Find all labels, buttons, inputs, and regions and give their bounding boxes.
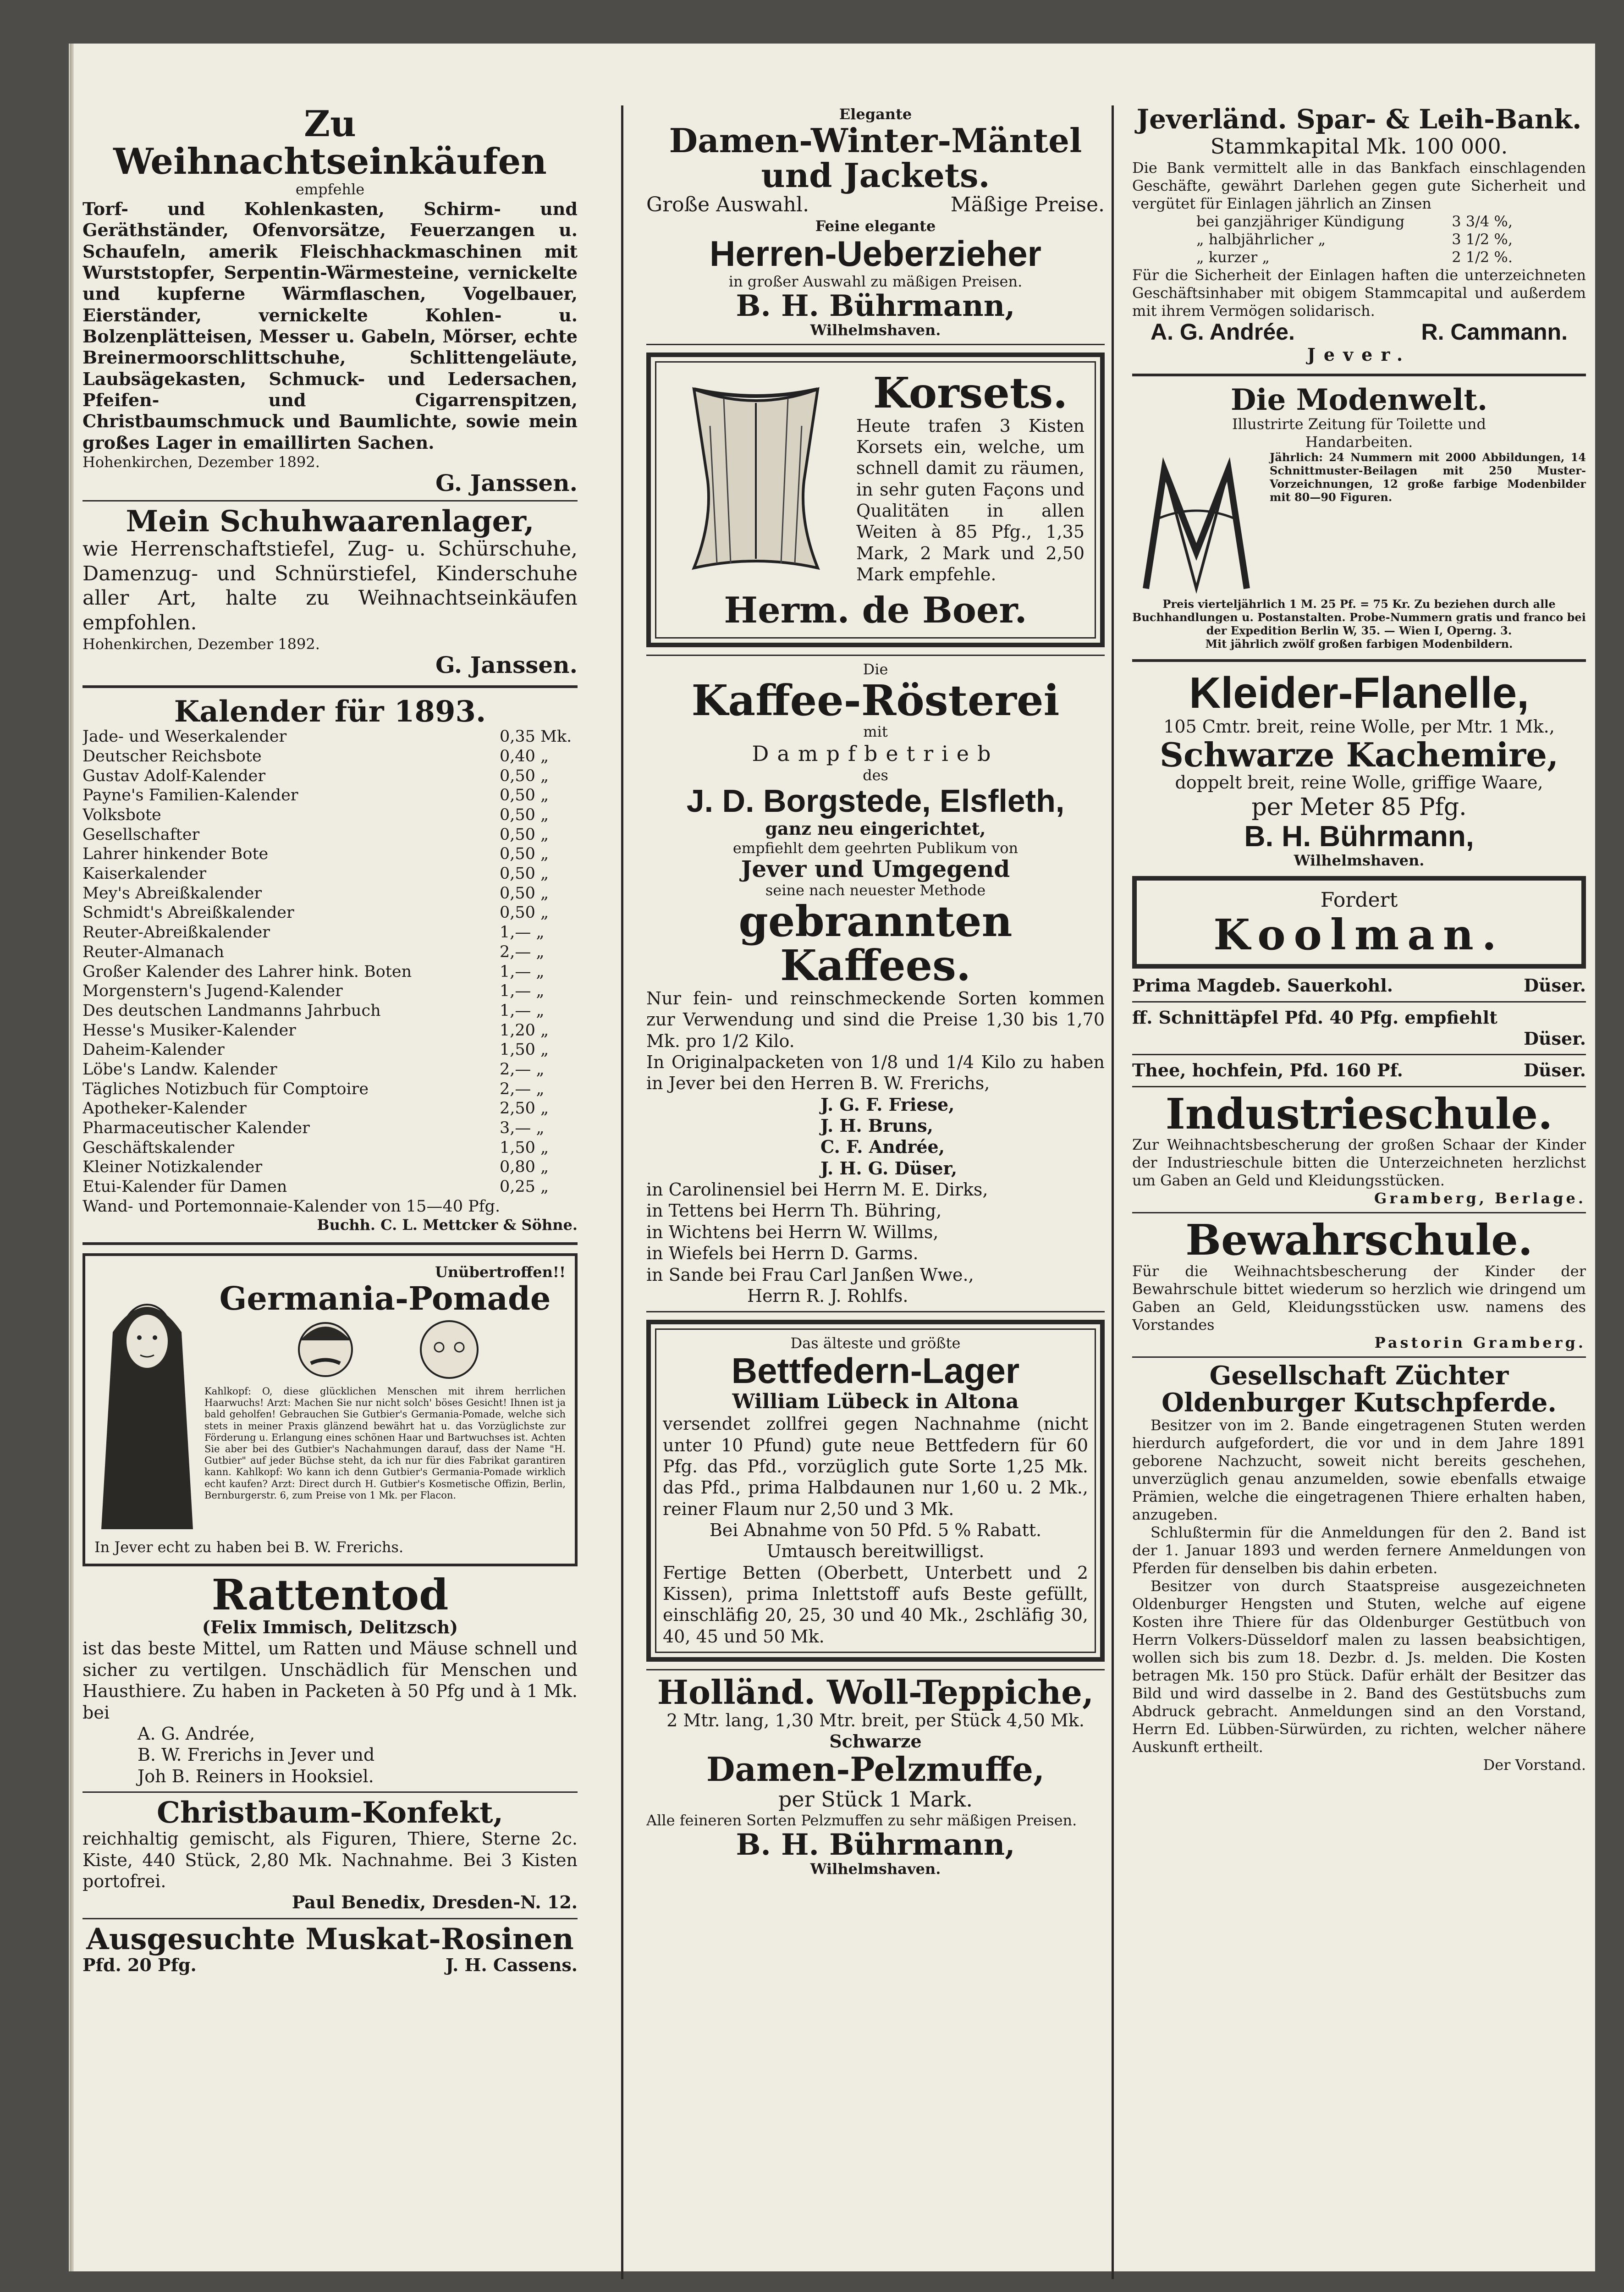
seller-rohlfs: Herrn R. J. Rohlfs. (747, 1285, 908, 1306)
ad-title: Kaffee-Rösterei (691, 676, 1060, 726)
jever-seller-1: J. G. F. Friese, (820, 1094, 955, 1115)
ad-pre: Das älteste und größte (790, 1334, 961, 1352)
modenwelt-logo (1132, 451, 1261, 598)
rate-row-2 (1132, 231, 1586, 248)
calendar-name: Morgenstern's Jugend-Kalender (83, 982, 343, 1001)
ad-title: Rattentod (211, 1570, 449, 1620)
kaffee-des: des (863, 766, 888, 784)
ad-rosinen (83, 1924, 578, 1976)
calendar-name: Schmidt's Abreißkalender (83, 904, 294, 922)
ad-body-2: Für die Sicherheit der Einlagen haften die unterzeichneten Geschäftsinhaber mit obigem Stammcapital und außerdem mit ihrem Vermögen solidarisch. (1132, 266, 1586, 320)
calendar-name: Reuter-Almanach (83, 942, 225, 961)
calendar-price: 1,— „ (500, 962, 545, 981)
ad-title: Damen-Winter-Mäntel und Jackets. (669, 121, 1082, 195)
ad-title: Bewahrschule. (1185, 1215, 1533, 1265)
rosinen-price: Pfd. 20 Pfg. (83, 1954, 197, 1975)
ad-christbaum-konfekt (83, 1797, 578, 1913)
ad-body: Für die Weihnachtsbescherung der Kinder der Bewahrschule bittet wiederum so herzlich wie dringend um Gaben an Geld, Kleidungsstücken usw. namens des Vorstandes (1132, 1262, 1586, 1334)
ad-title: Korsets. (873, 368, 1068, 418)
calendar-name: Großer Kalender des Lahrer hink. Boten (83, 962, 412, 981)
rosinen-row (83, 1955, 578, 1976)
betten-umtausch: Umtausch bereitwilligst. (766, 1541, 985, 1562)
calendar-price: 0,50 „ (500, 865, 549, 883)
calendar-name: Geschäftskalender (83, 1138, 234, 1157)
ad-body: ist das beste Mittel, um Ratten und Mäuse schnell und sicher zu vertilgen. Unschädlich für Menschen und Hausthiere. Zu haben in Packeten à 50 Pfg und à 1 Mk. bei (83, 1638, 578, 1723)
ad-title: Industrieschule. (1165, 1089, 1553, 1139)
calendar-name: Daheim-Kalender (83, 1041, 225, 1059)
ad-body: reichhaltig gemischt, als Figuren, Thiere, Sterne 2c. Kiste, 440 Stück, 2,80 Mk. Nachnahme. Bei 3 Kisten portofrei. (83, 1829, 578, 1891)
calendar-row (83, 942, 578, 962)
calendar-row (83, 825, 578, 845)
modenwelt-side: Jährlich: 24 Nummern mit 2000 Abbildungen, 14 Schnittmuster-Beilagen mit 250 Muster-Vorzeichnungen, 12 große farbige Modenbilder mit 80—90 Figuren. (1270, 451, 1586, 504)
ad-rattentod (83, 1570, 578, 1787)
column-2 (646, 105, 1105, 2279)
ad-title: Die Modenwelt. (1230, 383, 1488, 418)
ad-kalender (83, 696, 578, 1234)
ad-signature: Pastorin Gramberg. (1374, 1334, 1586, 1352)
kaffee-new: ganz neu eingerichtet, (765, 818, 986, 839)
calendar-row (83, 1118, 578, 1138)
ad-modenwelt (1132, 385, 1586, 650)
divider (1132, 659, 1586, 662)
calendar-price: 0,25 „ (500, 1178, 549, 1196)
ad-place: Hohenkirchen, Dezember 1892. (83, 635, 320, 653)
divider (83, 1918, 578, 1919)
calendar-row (83, 1040, 578, 1060)
calendar-row (83, 747, 578, 766)
ad-kaffee-roesterei (646, 661, 1105, 1306)
koolman-pre: Fordert (1320, 888, 1398, 912)
jever-seller-3: C. F. Andrée, (820, 1136, 945, 1157)
ad-pre-2: Feine elegante (815, 217, 936, 235)
modenwelt-footer: Mit jährlich zwölf großen farbigen Modenbildern. (1205, 637, 1513, 650)
calendar-price: 0,50 „ (500, 786, 549, 805)
ad-body: in großer Auswahl zu mäßigen Preisen. (728, 272, 1023, 290)
ad-bewahrschule (1132, 1215, 1586, 1352)
kaffee-region: Jever und Umgegend (741, 855, 1010, 883)
calendar-price: 2,— „ (500, 1080, 545, 1098)
ad-germania-pomade (83, 1253, 578, 1566)
korsets-content (856, 368, 1085, 585)
calendar-name: Pharmaceutischer Kalender (83, 1119, 310, 1137)
divider (646, 1669, 1105, 1670)
ad-signature: B. H. Bührmann, (736, 1828, 1015, 1862)
calendar-price: 1,50 „ (500, 1041, 549, 1059)
divider (646, 1311, 1105, 1312)
calendar-price: 0,50 „ (500, 825, 549, 844)
calendar-price: 0,50 „ (500, 806, 549, 824)
calendar-row (83, 1157, 578, 1177)
long-hair-woman-illustration (94, 1282, 200, 1538)
ad-title-2: Herren-Ueberzieher (710, 233, 1041, 274)
mantel-right: Mäßige Preise. (950, 193, 1105, 217)
ad-title: Mein Schuhwaarenlager, (126, 504, 534, 539)
calendar-price: 1,20 „ (500, 1021, 549, 1040)
ad-spar-leih-bank (1132, 105, 1586, 365)
seller-sande: in Sande bei Frau Carl Janßen Wwe., (646, 1264, 974, 1285)
seller-tettens: in Tettens bei Herrn Th. Bühring, (646, 1201, 942, 1221)
calendar-row (83, 786, 578, 805)
ad-title-2: Damen-Pelzmuffe, (706, 1750, 1045, 1789)
ratten-maker: (Felix Immisch, Delitzsch) (202, 1617, 458, 1638)
modenwelt-row (1132, 451, 1586, 598)
calendar-row (83, 844, 578, 864)
ad-schuhwaarenlager (83, 506, 578, 677)
calendar-name: Deutscher Reichsbote (83, 747, 262, 766)
calendar-row (83, 727, 578, 747)
duser-text: Prima Magdeb. Sauerkohl. (1132, 975, 1393, 996)
zuchter-p2: Schlußtermin für die Anmeldungen für den 2. Band ist der 1. Januar 1893 und werden fernere Anmeldungen von Pferden für denselben bis dahin erbeten. (1132, 1523, 1586, 1577)
calendar-price: 2,— „ (500, 1060, 545, 1079)
ad-body: versendet zollfrei gegen Nachnahme (nicht unter 10 Pfund) gute neue Bettfedern für 60 Pfg. das Pfd., vorzüglich gute Sorte 1,25 Mk. das Pfd., prima Halbdaunen nur 1,60 u. 2 Mk., reiner Flaum nur 2,50 und 3 Mk. (663, 1414, 1088, 1519)
rate-value: 3 3/4 %, (1452, 213, 1513, 231)
ad-body: Zur Weihnachtsbescherung der großen Schaar der Kinder der Industrieschule bitten die Unterzeichneten herzlichst um Gaben an Geld und Kleidungsstücken. (1132, 1136, 1586, 1190)
flanelle-price: per Meter 85 Pfg. (1251, 793, 1467, 821)
calendar-name: Tägliches Notizbuch für Comptoire (83, 1080, 369, 1098)
calendar-name: Des deutschen Landmanns Jahrbuch (83, 1001, 381, 1020)
rate-value: 2 1/2 %. (1452, 248, 1513, 266)
pomade-content (204, 1279, 566, 1538)
rate-label: „ halbjährlicher „ (1196, 231, 1326, 248)
ad-industrieschule (1132, 1089, 1586, 1208)
mantel-left: Große Auswahl. (646, 193, 809, 217)
zuchter-p1: Besitzer von im 2. Bande eingetragenen Stuten werden hierdurch aufgefordert, die vor und in dem Jahre 1891 geborene Nachzucht, soweit nicht bereits geschehen, unverzüglich genau anzumelden, sowie ebenfalls etwaige Prämien, welche die eingetragenen Thiere erhalten haben, anzugeben. (1132, 1416, 1586, 1523)
ad-signature: G. Janssen. (435, 651, 578, 678)
duser-signature: Düser. (1524, 1060, 1586, 1081)
ad-place: Jever. (1307, 344, 1411, 365)
pomade-brand: Germania-Pomade (219, 1279, 551, 1317)
kaffee-mit: mit (863, 723, 888, 741)
duser-text: Thee, hochfein, Pfd. 160 Pf. (1132, 1060, 1403, 1081)
rate-row-3 (1132, 248, 1586, 266)
calendar-price: 1,— „ (500, 923, 545, 942)
calendar-row (83, 962, 578, 982)
calendar-row (83, 1099, 578, 1118)
ad-subtitle: empfehle (295, 180, 365, 198)
ad-signature: G. Janssen. (435, 469, 578, 497)
divider (83, 1242, 578, 1245)
calendar-name: Löbe's Landw. Kalender (83, 1060, 277, 1079)
ad-pre: Elegante (839, 105, 912, 123)
calendar-row (83, 1138, 578, 1158)
ad-koolman (1132, 876, 1586, 969)
seller-1: A. G. Andrée, (138, 1723, 255, 1744)
kaffee-emp: empfiehlt dem geehrten Publikum von (732, 839, 1018, 857)
bank-signature-2: R. Cammann. (1421, 319, 1568, 345)
seller-wichtens: in Wichtens bei Herrn W. Willms, (646, 1222, 939, 1242)
divider (1132, 1086, 1586, 1087)
calendar-name: Mey's Abreißkalender (83, 884, 262, 903)
seller-2: B. W. Frerichs in Jever und (138, 1745, 375, 1765)
calendar-price: 0,40 „ (500, 747, 549, 766)
faces-illustration (204, 1315, 566, 1384)
ad-body-2: Alle feineren Sorten Pelzmuffen zu sehr mäßigen Preisen. (646, 1812, 1077, 1829)
zuchter-p3: Besitzer von durch Staatspreise ausgezeichneten Oldenburger Hengsten und Stuten, welche auf eigene Kosten ihre Thiere für das Oldenburger Gestütbuch von Herrn Volkers-Düsseldorf malen zu lassen beabsichtigen, wollen sich bis zum 18. Dezbr. d. Js. melden. Die Kosten betragen Mk. 150 pro Stück. Dafür erhält der Besitzer das Bild und wird dasselbe in 2. Band des Gestütsbuchs zum Abdruck gebracht. Anmeldungen sind an den Vorstand, Herrn Ed. Lübben-Sürwürden, zu richten, welcher nähere Auskunft ertheilt. (1132, 1577, 1586, 1756)
ad-signature: B. H. Bührmann, (736, 288, 1015, 323)
ad-pre: Schwarze (829, 1731, 922, 1752)
calendar-row (83, 1177, 578, 1197)
ad-body: 105 Cmtr. breit, reine Wolle, per Mtr. 1 Mk., (1163, 716, 1555, 737)
calendar-price: 1,— „ (500, 982, 545, 1001)
calendar-price-list (83, 727, 578, 1197)
modenwelt-price: Preis vierteljährlich 1 M. 25 Pf. = 75 Kr. Zu beziehen durch alle Buchhandlungen u. Postanstalten. Probe-Nummern gratis und franco bei der Expedition Berlin W, 35. — Wien I, Operng. 3. (1132, 597, 1586, 637)
rate-value: 3 1/2 %, (1452, 231, 1513, 248)
ad-signature: Buchh. C. L. Mettcker & Söhne. (317, 1216, 578, 1234)
calendar-name: Volksbote (83, 806, 161, 824)
column-3 (1132, 105, 1586, 2279)
calendar-name: Payne's Familien-Kalender (83, 786, 298, 805)
calendar-row (83, 1060, 578, 1080)
calendar-price: 2,50 „ (500, 1099, 549, 1118)
calendar-price: 3,— „ (500, 1119, 545, 1137)
calendar-row (83, 884, 578, 904)
calendar-name: Reuter-Abreißkalender (83, 923, 270, 942)
bank-capital: Stammkapital Mk. 100 000. (1210, 133, 1508, 159)
ad-kleider-flanelle (1132, 670, 1586, 870)
pomade-small-text: Kahlkopf: O, diese glücklichen Menschen mit ihrem herrlichen Haarwuchs! Arzt: Machen Sie nur nicht solch' böses Gesicht! Ihnen ist ja bald geholfen! Gebrauchen Sie Gutbier's Germania-Pomade, welche sich stets in meiner Praxis glänzend bewährt hat u. das Vorzüglichste zur Förderung u. Erlangung eines schönen Haar und Bartwuchses ist. Achten Sie aber bei des Gutbier's Nachahmungen darauf, dass der Name "H. Gutbier" auf jeder Büchse steht, da ich nur für dies Fabrikat garantiren kann. Kahlkopf: Wo kann ich denn Gutbier's Germania-Pomade wirklich echt kaufen? Arzt: Direct durch H. Gutbier's Kosmetische Offizin, Berlin, Bernburgerstr. 6, zum Preise von 1 Mk. per Flacon. (204, 1386, 566, 1501)
column-rule-2 (1112, 105, 1114, 2279)
calendar-price: 0,35 Mk. (500, 727, 572, 746)
seller-wiefels: in Wiefels bei Herrn D. Garms. (646, 1243, 919, 1264)
corset-illustration (666, 371, 845, 582)
ad-signature: Herm. de Boer. (724, 589, 1027, 631)
calendar-row (83, 864, 578, 884)
ad-pre: Die (863, 661, 888, 678)
teppiche-price: per Stück 1 Mark. (778, 1787, 973, 1812)
calendar-last-line: Wand- und Portemonnaie-Kalender von 15—40 Pfg. (83, 1197, 501, 1216)
rate-label: bei ganzjähriger Kündigung (1196, 213, 1405, 231)
divider (83, 1791, 578, 1793)
ad-duser (1132, 975, 1586, 1081)
ad-body: Nur fein- und reinschmeckende Sorten kommen zur Verwendung und sind die Preise 1,30 bis 1,70 Mk. pro 1/2 Kilo. (646, 988, 1105, 1051)
calendar-row (83, 1080, 578, 1099)
ad-body: Heute trafen 3 Kisten Korsets ein, welche, um schnell damit zu räumen, in sehr guten Façons und Qualitäten in allen Weiten à 85 Pfg., 1,35 Mark, 2 Mark und 2,50 Mark empfehle. (856, 415, 1085, 585)
ad-subtitle: Illustrirte Zeitung für Toilette und Handarbeiten. (1232, 415, 1486, 451)
ad-title: Christbaum-Konfekt, (157, 1796, 503, 1830)
calendar-row (83, 981, 578, 1001)
ad-place: Wilhelmshaven. (810, 321, 941, 339)
column-rule-1 (621, 105, 623, 2279)
calendar-price: 0,50 „ (500, 845, 549, 864)
korsets-row (666, 368, 1085, 585)
kaffee-big: gebrannten Kaffees. (738, 896, 1013, 991)
calendar-price: 2,— „ (500, 942, 545, 961)
mantel-row (646, 193, 1105, 217)
calendar-name: Apotheker-Kalender (83, 1099, 247, 1118)
ad-body-2: In Originalpacketen von 1/8 und 1/4 Kilo zu haben in Jever bei den Herren B. W. Frerichs, (646, 1052, 1105, 1094)
calendar-name: Jade- und Weserkalender (83, 727, 287, 746)
jever-seller-4: J. H. G. Düser, (820, 1157, 958, 1179)
ad-bettfedern (646, 1320, 1105, 1662)
calendar-row (83, 1021, 578, 1041)
kaffee-method: seine nach neuester Methode (765, 881, 986, 899)
divider (1132, 1054, 1586, 1055)
calendar-name: Kaiserkalender (83, 865, 206, 883)
column-1 (83, 105, 578, 2279)
ad-title: Holländ. Woll-Teppiche, (657, 1673, 1094, 1712)
ad-damen-mantel (646, 105, 1105, 339)
kaffee-dampf: Dampfbetrieb (752, 741, 999, 766)
pomade-footer: In Jever echt zu haben bei B. W. Frerichs. (94, 1538, 404, 1556)
duser-text: ff. Schnittäpfel Pfd. 40 Pfg. empfiehlt (1132, 1007, 1497, 1028)
calendar-name: Gustav Adolf-Kalender (83, 766, 266, 785)
calendar-row (83, 903, 578, 923)
duser-row-3 (1132, 1060, 1586, 1081)
duser-signature: Düser. (1524, 975, 1586, 996)
divider (83, 500, 578, 501)
kaffee-firm: J. D. Borgstede, Elsfleth, (686, 783, 1065, 819)
ad-teppiche (646, 1675, 1105, 1878)
ad-title: Bettfedern-Lager (731, 1350, 1020, 1391)
ad-weihnachtseinkaeufen (83, 105, 578, 496)
calendar-row (83, 1001, 578, 1021)
calendar-name: Hesse's Musiker-Kalender (83, 1021, 296, 1040)
ad-place: Wilhelmshaven. (1294, 851, 1425, 869)
rate-row-1 (1132, 213, 1586, 231)
calendar-row (83, 766, 578, 786)
ad-title: Ausgesuchte Muskat-Rosinen (86, 1922, 574, 1956)
ad-signature: Der Vorstand. (1483, 1756, 1586, 1774)
divider (646, 655, 1105, 656)
bank-signatures (1132, 320, 1586, 344)
calendar-price: 0,50 „ (500, 904, 549, 922)
ad-place: Hohenkirchen, Dezember 1892. (83, 453, 320, 471)
ad-signature: B. H. Bührmann, (1244, 819, 1474, 853)
bank-signature-1: A. G. Andrée. (1151, 319, 1295, 345)
calendar-row (83, 923, 578, 942)
calendar-name: Lahrer hinkender Bote (83, 845, 269, 864)
calendar-name: Gesellschafter (83, 825, 200, 844)
ad-body: Die Bank vermittelt alle in das Bankfach einschlagenden Geschäfte, gewährt Darlehen gegen gute Sicherheit und vergütet für Einlagen jährlich an Zinsen (1132, 159, 1586, 213)
ad-place: Wilhelmshaven. (810, 1860, 941, 1878)
duser-signature: Düser. (1524, 1028, 1586, 1049)
divider (1132, 1212, 1586, 1213)
pomade-row (94, 1279, 566, 1538)
divider (1132, 1001, 1586, 1003)
ad-title-2: Schwarze Kachemire, (1159, 735, 1559, 774)
ad-title: Kalender für 1893. (174, 694, 486, 729)
ad-title: Kleider-Flanelle, (1189, 668, 1529, 717)
calendar-name: Kleiner Notizkalender (83, 1158, 263, 1177)
betten-rabatt: Bei Abnahme von 50 Pfd. 5 % Rabatt. (709, 1520, 1042, 1540)
calendar-price: 0,50 „ (500, 884, 549, 903)
ad-signature: Gramberg, Berlage. (1374, 1190, 1586, 1207)
ad-zuechter-kutschpferde (1132, 1362, 1586, 1774)
ad-title: Jeverländ. Spar- & Leih-Bank. (1136, 105, 1582, 135)
koolman-name: Koolman. (1213, 909, 1505, 959)
calendar-price: 0,80 „ (500, 1158, 549, 1177)
duser-row-1 (1132, 975, 1586, 996)
calendar-row (83, 805, 578, 825)
pomade-top: Unübertroffen!! (435, 1263, 566, 1281)
ad-title: Zu Weihnachtseinkäufen (113, 105, 547, 182)
ad-body-2: Fertige Betten (Oberbett, Unterbett und 2 Kissen), prima Inlettstoff aufs Beste gefüllt, einschläfig 20, 25, 30 und 40 Mk., 2schläfig 30, 40, 45 und 50 Mk. (663, 1562, 1088, 1647)
ad-signature: Paul Benedix, Dresden-N. 12. (292, 1892, 578, 1913)
ad-korsets (646, 353, 1105, 647)
betten-firm: William Lübeck in Altona (732, 1390, 1019, 1414)
calendar-price: 1,50 „ (500, 1138, 549, 1157)
ad-signature: J. H. Cassens. (446, 1954, 578, 1975)
jever-seller-2: J. H. Bruns, (820, 1115, 933, 1136)
rate-label: „ kurzer „ (1196, 248, 1270, 266)
divider (1132, 374, 1586, 376)
ad-body-2: doppelt breit, reine Wolle, griffige Waare, (1175, 772, 1543, 793)
ad-body: wie Herrenschaftstiefel, Zug- u. Schürschuhe, Damenzug- und Schnürstiefel, Kinderschuhe aller Art, halte zu Weihnachtseinkäufen empfohlen. (83, 537, 578, 634)
ad-title: Gesellschaft Züchter Oldenburger Kutschpferde. (1162, 1361, 1557, 1418)
divider (1132, 1356, 1586, 1358)
divider (646, 344, 1105, 345)
calendar-price: 0,50 „ (500, 766, 549, 785)
seller-carolinensiel: in Carolinensiel bei Herrn M. E. Dirks, (646, 1179, 988, 1200)
calendar-price: 1,— „ (500, 1001, 545, 1020)
ad-body: 2 Mtr. lang, 1,30 Mtr. breit, per Stück 4,50 Mk. (666, 1710, 1085, 1730)
seller-3: Joh B. Reiners in Hooksiel. (138, 1766, 374, 1786)
calendar-name: Etui-Kalender für Damen (83, 1178, 287, 1196)
divider (83, 685, 578, 688)
ad-body: Torf- und Kohlenkasten, Schirm- und Geräthständer, Ofenvorsätze, Feuerzangen u. Schaufeln, amerik Fleischhackmaschinen mit Wurststopfer, Serpentin-Wärmesteine, vernickelte und kupferne Wärmflaschen, Vogelbauer, Eierständer, vernickelte Kohlen- u. Bolzenplätteisen, Messer u. Gabeln, Mörser, echte Breinermoorschlittschuhe, Schlittengeläute, Laubsägekasten, Schmuck- und Ledersachen, Pfeifen- und Cigarrenspitzen, Christbaumschmuck und Baumlichte, sowie mein großes Lager in emaillirten Sachen. (83, 198, 578, 453)
